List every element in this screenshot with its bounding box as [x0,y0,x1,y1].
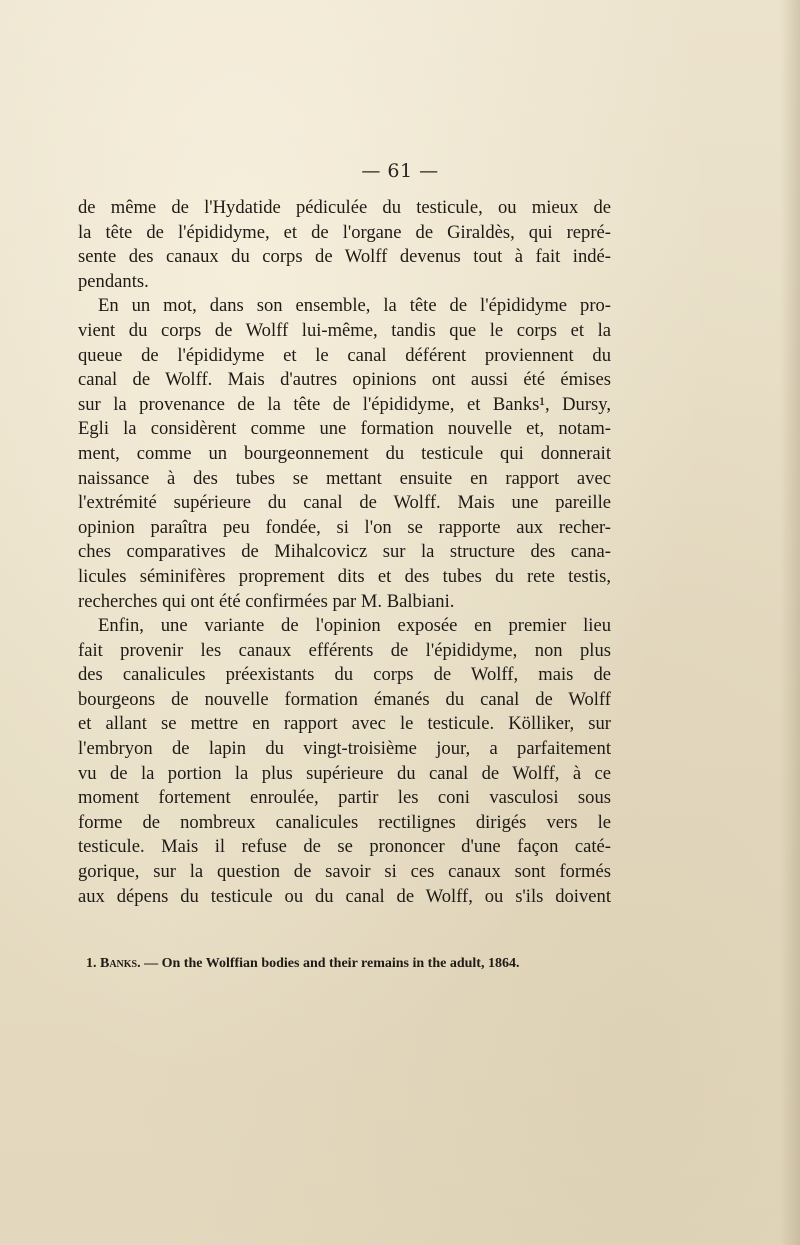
text-line: En un mot, dans son ensemble, la tête de l'épididyme pro- [98,295,611,317]
text-line: naissance à des tubes se mettant ensuite en rapport avec [78,467,611,489]
page-edge-shadow [780,0,800,1245]
body-text [78,196,611,909]
text-line: ches comparatives de Mihalcovicz sur la structure des cana- [78,541,611,563]
text-line: ment, comme un bourgeonnement du testicule qui donnerait [78,442,611,464]
text-line: vient du corps de Wolff lui-même, tandis que le corps et la [78,319,611,341]
footnote [86,956,611,972]
text-line: Enfin, une variante de l'opinion exposée en premier lieu [98,615,611,637]
text-line: canal de Wolff. Mais d'autres opinions ont aussi été émises [78,369,611,391]
text-line: queue de l'épididyme et le canal déférent proviennent du [78,344,611,366]
text-line: et allant se mettre en rapport avec le testicule. Kölliker, sur [78,713,611,735]
text-line: licules séminifères proprement dits et des tubes du rete testis, [78,565,611,587]
text-line: Egli la considèrent comme une formation nouvelle et, notam- [78,418,611,440]
text-line: recherches qui ont été confirmées par M. Balbiani. [78,590,455,612]
footnote-text: — On the Wolffian bodies and their remains in the adult, 1864. [144,956,520,971]
footnote-author: Banks. [100,956,141,971]
text-line: aux dépens du testicule ou du canal de Wolff, ou s'ils doivent [78,885,611,907]
text-line: fait provenir les canaux efférents de l'épididyme, non plus [78,639,611,661]
text-line: moment fortement enroulée, partir les coni vasculosi sous [78,787,611,809]
text-line: forme de nombreux canalicules rectilignes dirigés vers le [78,811,611,833]
text-line: la tête de l'épididyme, et de l'organe de Giraldès, qui repré- [78,221,611,243]
text-line: pendants. [78,270,149,292]
text-line: l'extrémité supérieure du canal de Wolff. Mais une pareille [78,492,611,514]
text-line: sente des canaux du corps de Wolff devenus tout à fait indé- [78,246,611,268]
text-line: de même de l'Hydatide pédiculée du testicule, ou mieux de [78,197,611,218]
page-number: — 61 — [361,160,439,182]
text-line: testicule. Mais il refuse de se prononcer d'une façon caté- [78,836,611,858]
text-line: gorique, sur la question de savoir si ces canaux sont formés [78,861,611,883]
footnote-marker: 1. [86,956,97,971]
text-line: l'embryon de lapin du vingt-troisième jour, a parfaitement [78,738,611,760]
text-line: bourgeons de nouvelle formation émanés du canal de Wolff [78,688,611,710]
text-line: vu de la portion la plus supérieure du canal de Wolff, à ce [78,762,611,784]
text-line: des canalicules préexistants du corps de Wolff, mais de [78,664,611,686]
text-line: sur la provenance de la tête de l'épididyme, et Banks¹, Dursy, [78,393,611,415]
text-line: opinion paraîtra peu fondée, si l'on se rapporte aux recher- [78,516,611,538]
